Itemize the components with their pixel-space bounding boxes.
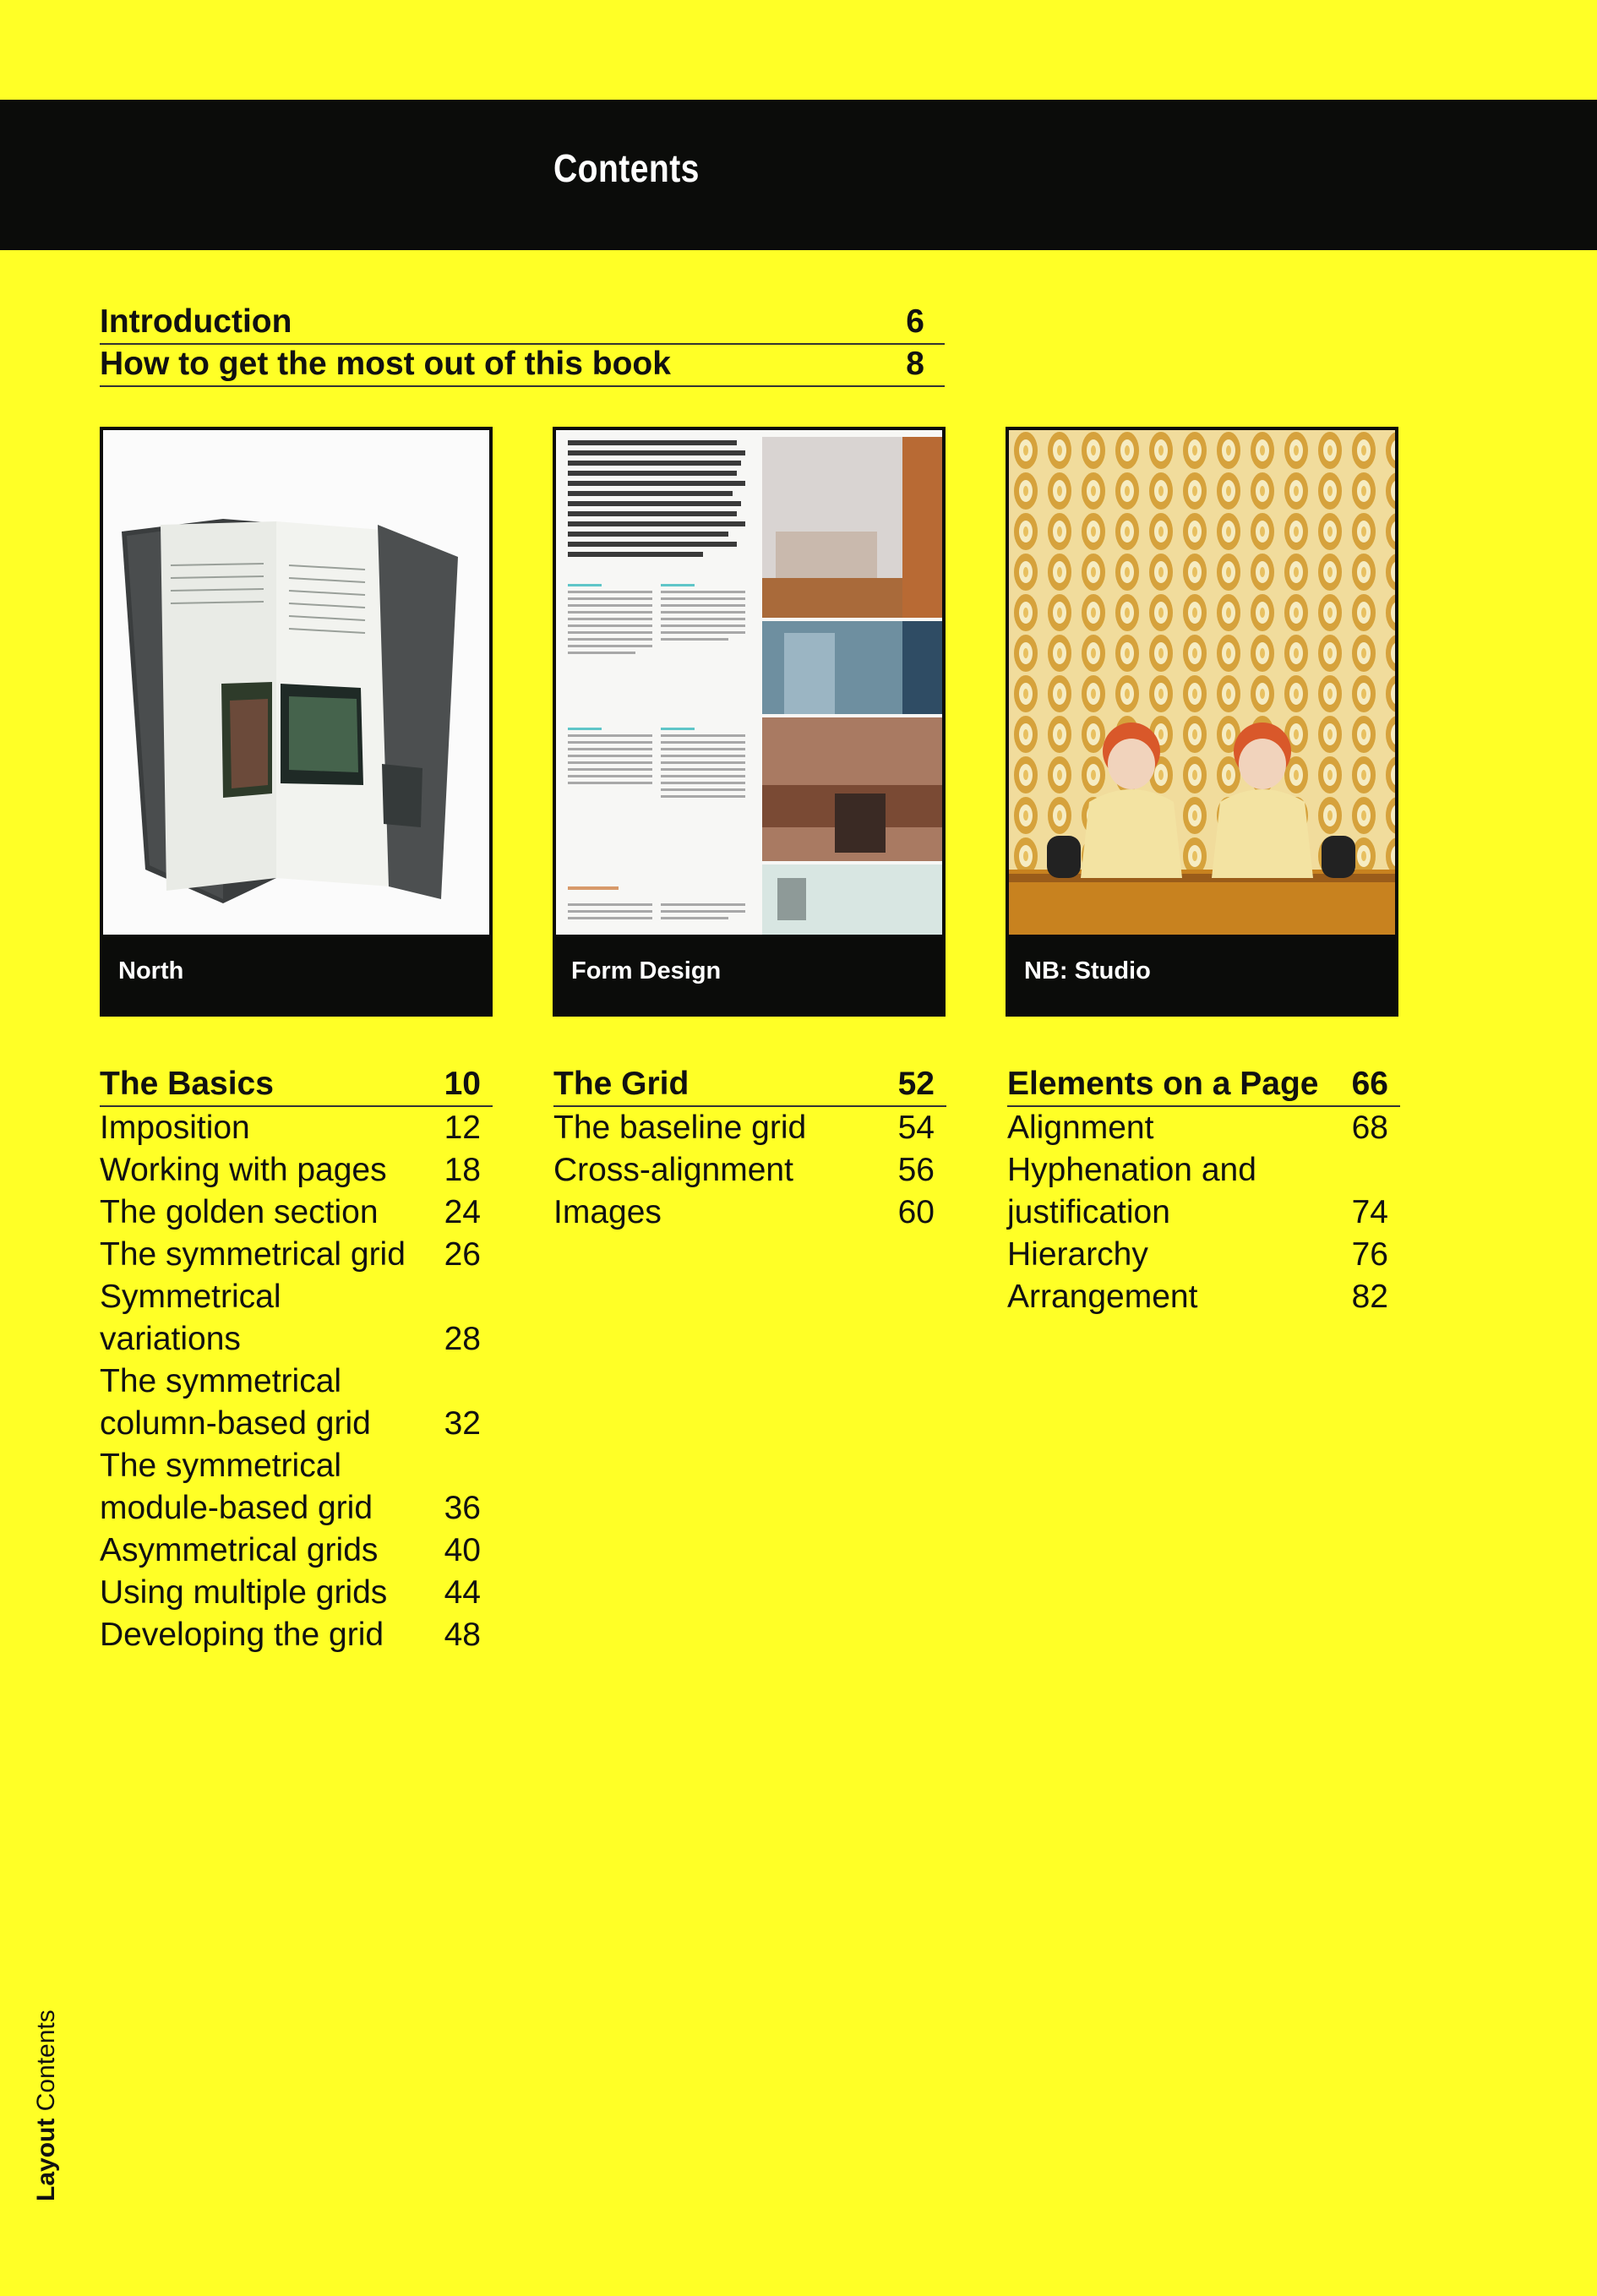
- intro-row-how-to[interactable]: [100, 345, 945, 387]
- toc-item[interactable]: [100, 1149, 493, 1192]
- intro-title: How to get the most out of this book: [100, 346, 671, 382]
- card-caption: Form Design: [571, 957, 722, 984]
- toc-item[interactable]: [100, 1614, 493, 1656]
- item-page: 40: [444, 1532, 481, 1568]
- toc-item[interactable]: [1007, 1276, 1400, 1318]
- intro-row-introduction[interactable]: [100, 303, 945, 345]
- toc-section-the-grid: [553, 1063, 946, 1234]
- item-title: The symmetrical module-based grid: [100, 1448, 373, 1526]
- toc-item[interactable]: [100, 1361, 493, 1445]
- card-nb-studio: [1006, 427, 1398, 1017]
- toc-section-elements-on-a-page: [1007, 1063, 1400, 1318]
- section-page: 10: [444, 1066, 481, 1102]
- card-image-form-design: [556, 430, 942, 935]
- card-caption: North: [118, 957, 184, 984]
- item-title: Alignment: [1007, 1110, 1154, 1146]
- item-title: The baseline grid: [553, 1110, 807, 1146]
- item-title: Arrangement: [1007, 1279, 1198, 1315]
- toc-item[interactable]: [553, 1192, 946, 1234]
- card-north: [100, 427, 493, 1017]
- toc-item[interactable]: [1007, 1234, 1400, 1276]
- item-title: Working with pages: [100, 1152, 387, 1188]
- toc-item[interactable]: [1007, 1149, 1400, 1234]
- toc-section-heading[interactable]: [100, 1063, 493, 1107]
- item-title: Hierarchy: [1007, 1236, 1148, 1273]
- toc-section-heading[interactable]: [553, 1063, 946, 1107]
- item-page: 82: [1351, 1279, 1388, 1315]
- item-title: Symmetrical variations: [100, 1279, 281, 1357]
- toc-item[interactable]: [100, 1107, 493, 1149]
- footer-book-title: Layout: [32, 2118, 60, 2201]
- intro-page: 6: [906, 303, 924, 340]
- item-page: 60: [897, 1194, 935, 1230]
- section-title: Elements on a Page: [1007, 1066, 1319, 1102]
- card-image-north: [103, 430, 489, 935]
- toc-item[interactable]: [100, 1234, 493, 1276]
- toc-item[interactable]: [100, 1276, 493, 1361]
- page-title: Contents: [553, 146, 700, 190]
- item-page: 48: [444, 1617, 481, 1653]
- intro-list: [100, 303, 945, 387]
- item-page: 12: [444, 1110, 481, 1146]
- folded-brochure-illustration: [103, 430, 489, 935]
- item-title: Developing the grid: [100, 1617, 384, 1653]
- item-page: 68: [1351, 1110, 1388, 1146]
- toc-item[interactable]: [553, 1149, 946, 1192]
- twins-photo-illustration: [1009, 430, 1395, 935]
- toc-item[interactable]: [553, 1107, 946, 1149]
- section-page: 52: [897, 1066, 935, 1102]
- card-caption: NB: Studio: [1024, 957, 1151, 984]
- item-page: 24: [444, 1194, 481, 1230]
- item-page: 26: [444, 1236, 481, 1273]
- section-title: The Basics: [100, 1066, 274, 1102]
- card-form-design: [553, 427, 946, 1017]
- item-title: Images: [553, 1194, 662, 1230]
- card-image-nb-studio: [1009, 430, 1395, 935]
- item-title: Hyphenation and justification: [1007, 1152, 1256, 1230]
- item-title: The symmetrical column-based grid: [100, 1363, 371, 1442]
- intro-page: 8: [906, 346, 924, 382]
- item-page: 32: [444, 1405, 481, 1442]
- running-footer-label: [32, 2010, 61, 2201]
- item-page: 44: [444, 1574, 481, 1611]
- item-page: 74: [1351, 1194, 1388, 1230]
- section-title: The Grid: [553, 1066, 689, 1102]
- item-title: The golden section: [100, 1194, 379, 1230]
- toc-item[interactable]: [100, 1192, 493, 1234]
- section-page: 66: [1351, 1066, 1388, 1102]
- header-bar: [0, 100, 1597, 250]
- toc-item[interactable]: [100, 1445, 493, 1530]
- item-title: The symmetrical grid: [100, 1236, 406, 1273]
- item-title: Asymmetrical grids: [100, 1532, 379, 1568]
- brochure-spread-illustration: [556, 430, 942, 935]
- item-page: 54: [897, 1110, 935, 1146]
- toc-section-the-basics: [100, 1063, 493, 1656]
- toc-item[interactable]: [100, 1530, 493, 1572]
- toc-section-heading[interactable]: [1007, 1063, 1400, 1107]
- item-page: 76: [1351, 1236, 1388, 1273]
- item-title: Imposition: [100, 1110, 250, 1146]
- intro-title: Introduction: [100, 303, 292, 340]
- item-page: 28: [444, 1321, 481, 1357]
- item-page: 18: [444, 1152, 481, 1188]
- footer-section-name: Contents: [32, 2010, 60, 2112]
- toc-item[interactable]: [100, 1572, 493, 1614]
- item-title: Using multiple grids: [100, 1574, 388, 1611]
- item-page: 56: [897, 1152, 935, 1188]
- item-page: 36: [444, 1490, 481, 1526]
- toc-item[interactable]: [1007, 1107, 1400, 1149]
- item-title: Cross-alignment: [553, 1152, 793, 1188]
